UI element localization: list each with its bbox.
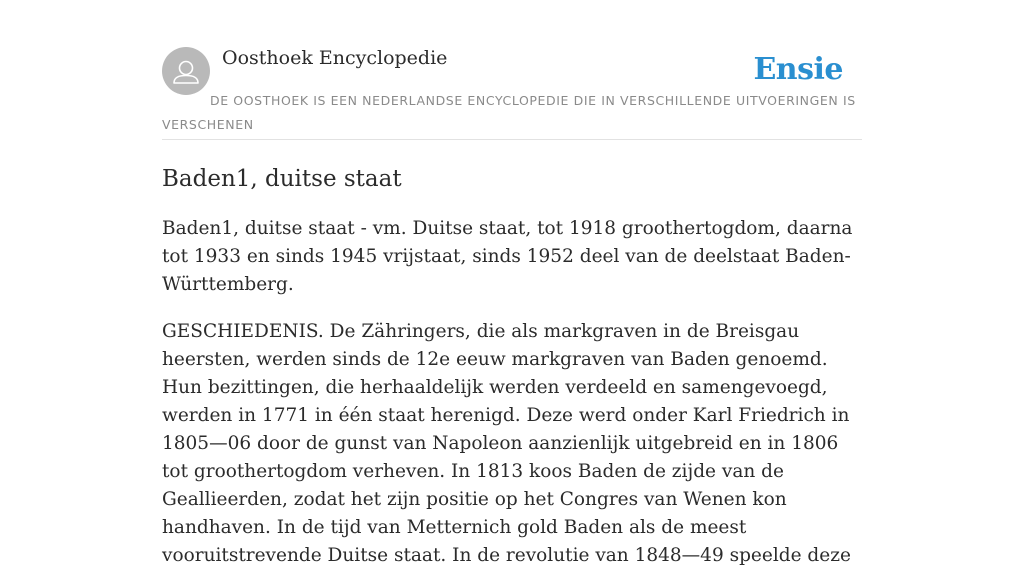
article	[162, 160, 862, 570]
site-header	[162, 46, 862, 140]
article-paragraph-history: GESCHIEDENIS. De Zähringers, die als markgraven in de Breisgau heersten, werden sinds de 12e eeuw markgraven van Baden genoemd. Hun bezittingen, die herhaaldelijk werden verdeeld en samengevoegd, werden in 1771 in één staat herenigd. Deze werd onder Karl Friedrich in 1805—06 door de gunst van Napoleon aanzienlijk uitgebreid en in 1806 tot groothertogdom verheven. In 1813 koos Baden de zijde van de Geallieerden, zodat het zijn positie op het Congres van Wenen kon handhaven. In de tijd van Metternich gold Baden als de meest vooruitstrevende Duitse staat. In de revolutie van 1848—49 speelde deze	[162, 321, 851, 566]
user-icon[interactable]	[162, 47, 210, 95]
site-tagline: DE OOSTHOEK IS EEN NEDERLANDSE ENCYCLOPEDIE DIE IN VERSCHILLENDE UITVOERINGEN IS VERSCHENEN	[162, 93, 856, 132]
article-title: Baden1, duitse staat	[162, 166, 402, 192]
brand-logo[interactable]: Ensie	[753, 52, 843, 87]
site-name-link[interactable]: Oosthoek Encyclopedie	[222, 47, 448, 69]
article-paragraph-intro: Baden1, duitse staat - vm. Duitse staat, tot 1918 groothertogdom, daarna tot 1933 en sinds 1945 vrijstaat, sinds 1952 deel van de deelstaat Baden-Württemberg.	[162, 218, 853, 295]
